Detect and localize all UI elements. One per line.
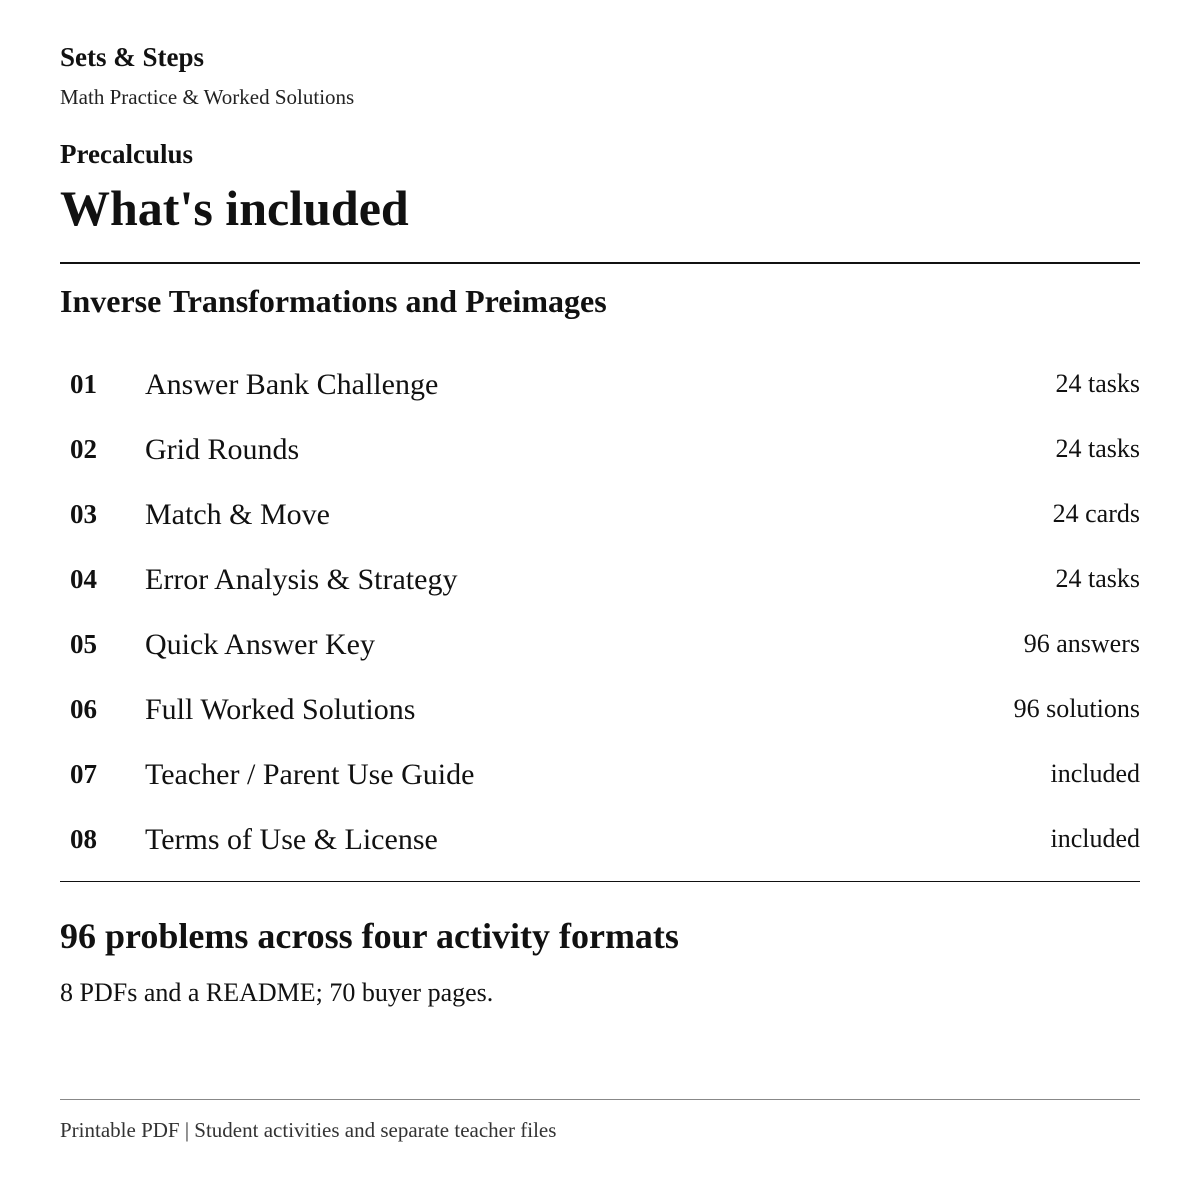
brand-name: Sets & Steps <box>60 42 205 72</box>
row-title: Answer Bank Challenge <box>145 368 439 401</box>
row-count: 24 tasks <box>1055 564 1140 593</box>
section-title: Inverse Transformations and Preimages <box>60 283 607 319</box>
row-count: 96 answers <box>1023 629 1140 658</box>
row-title: Error Analysis & Strategy <box>145 563 458 596</box>
row-number: 04 <box>70 564 97 594</box>
contents-row <box>60 482 1140 547</box>
row-number: 01 <box>70 369 97 399</box>
contents-list <box>60 352 1140 872</box>
row-number: 02 <box>70 434 97 464</box>
row-title: Quick Answer Key <box>145 628 375 661</box>
row-title: Match & Move <box>145 498 330 531</box>
footer-divider <box>60 1099 1140 1100</box>
contents-row <box>60 547 1140 612</box>
contents-row <box>60 742 1140 807</box>
contents-row <box>60 352 1140 417</box>
header-divider <box>60 262 1140 264</box>
footer-text: Printable PDF | Student activities and separate teacher files <box>60 1118 557 1142</box>
row-title: Grid Rounds <box>145 433 300 466</box>
contents-row <box>60 807 1140 872</box>
row-count: 96 solutions <box>1013 694 1140 723</box>
row-title: Full Worked Solutions <box>145 693 416 726</box>
contents-row <box>60 612 1140 677</box>
subject-label: Precalculus <box>60 139 193 169</box>
row-count: included <box>1050 759 1140 788</box>
contents-row <box>60 677 1140 742</box>
row-count: 24 tasks <box>1055 369 1140 398</box>
row-count: 24 tasks <box>1055 434 1140 463</box>
contents-divider <box>60 881 1140 882</box>
row-count: included <box>1050 824 1140 853</box>
contents-row <box>60 417 1140 482</box>
row-title: Terms of Use & License <box>145 823 438 856</box>
summary-headline: 96 problems across four activity formats <box>60 916 679 956</box>
row-count: 24 cards <box>1052 499 1140 528</box>
row-number: 05 <box>70 629 97 659</box>
row-number: 07 <box>70 759 97 789</box>
row-number: 08 <box>70 824 97 854</box>
page-title: What's included <box>60 180 409 236</box>
row-number: 06 <box>70 694 97 724</box>
row-title: Teacher / Parent Use Guide <box>145 758 475 791</box>
brand-tagline: Math Practice & Worked Solutions <box>60 85 355 109</box>
row-number: 03 <box>70 499 97 529</box>
summary-detail: 8 PDFs and a README; 70 buyer pages. <box>60 978 494 1007</box>
